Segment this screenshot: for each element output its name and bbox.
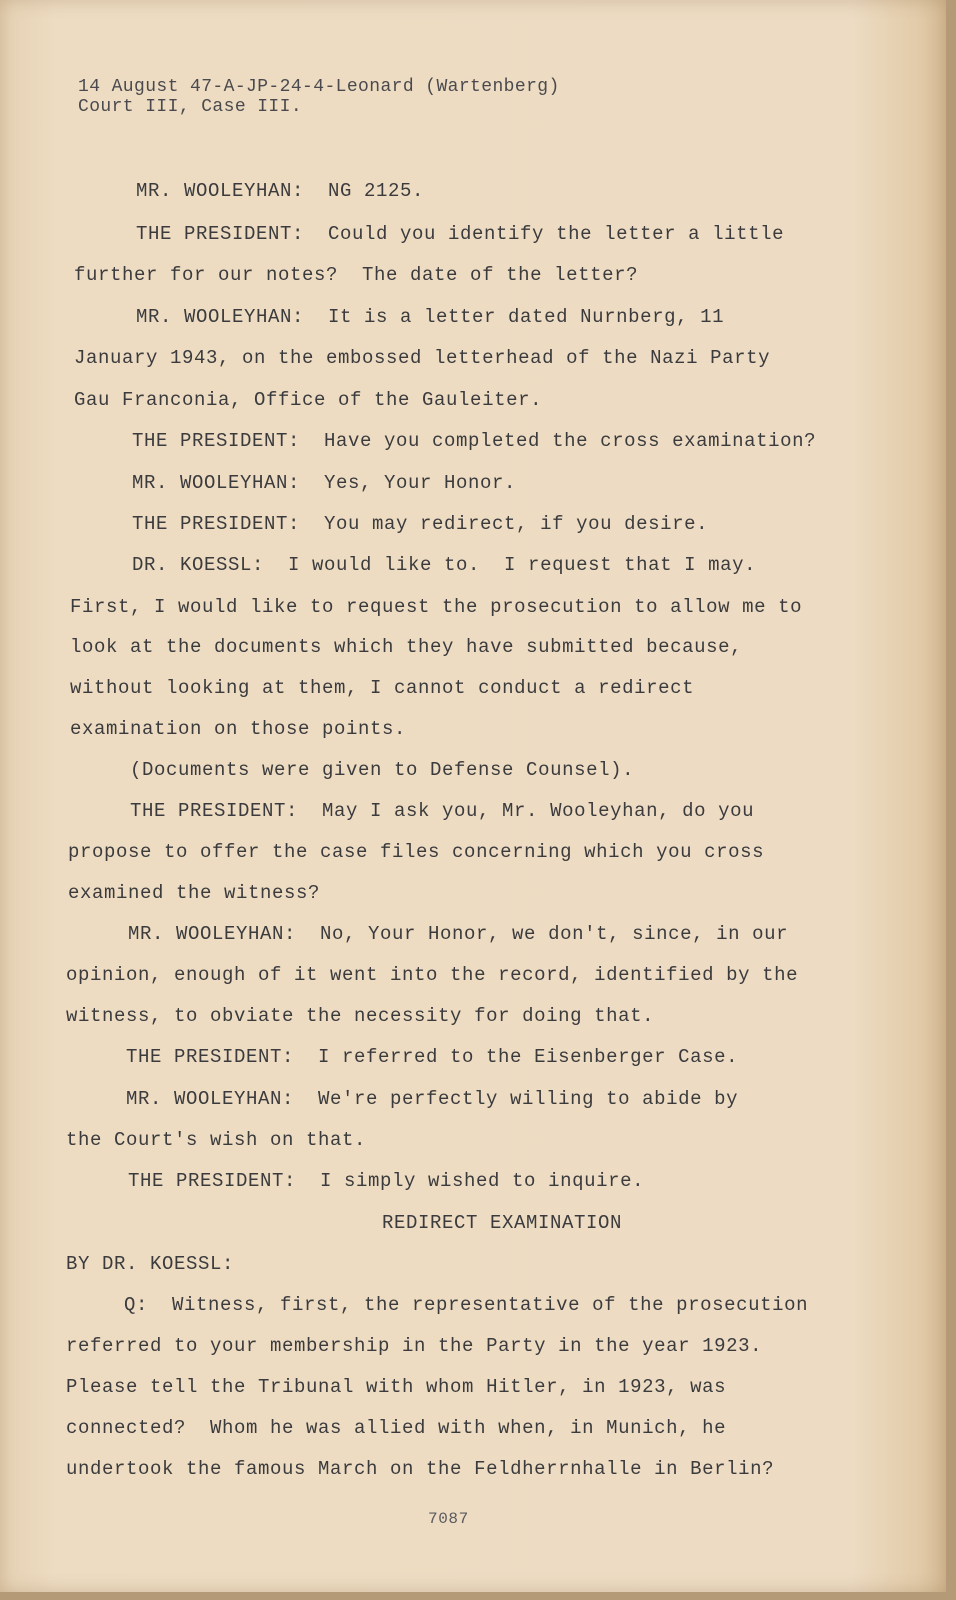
section-heading: REDIRECT EXAMINATION xyxy=(382,1212,623,1234)
text-line: First, I would like to request the prosecution to allow me to xyxy=(70,596,803,618)
text-line: January 1943, on the embossed letterhead of the Nazi Party xyxy=(74,347,771,369)
text-line: THE PRESIDENT: Could you identify the letter a little xyxy=(136,223,785,245)
text-line: undertook the famous March on the Feldherrnhalle in Berlin? xyxy=(66,1458,775,1480)
text-line: the Court's wish on that. xyxy=(66,1129,367,1151)
text-line: examination on those points. xyxy=(70,718,407,740)
text-line: THE PRESIDENT: Have you completed the cross examination? xyxy=(132,430,817,452)
text-line: connected? Whom he was allied with when, in Munich, he xyxy=(66,1417,727,1439)
text-line: Q: Witness, first, the representative of the prosecution xyxy=(124,1294,809,1316)
text-line: Please tell the Tribunal with whom Hitler, in 1923, was xyxy=(66,1376,727,1398)
text-line: examined the witness? xyxy=(68,882,321,904)
header-line-1: 14 August 47-A-JP-24-4-Leonard (Wartenberg) xyxy=(78,77,560,97)
text-line: further for our notes? The date of the letter? xyxy=(74,264,639,286)
text-line: DR. KOESSL: I would like to. I request that I may. xyxy=(132,554,757,576)
text-line: MR. WOOLEYHAN: It is a letter dated Nurnberg, 11 xyxy=(136,306,725,328)
text-line: without looking at them, I cannot conduct a redirect xyxy=(70,677,695,699)
text-line: Gau Franconia, Office of the Gauleiter. xyxy=(74,389,543,411)
page-number: 7087 xyxy=(428,1510,469,1528)
text-line: propose to offer the case files concerning which you cross xyxy=(68,841,765,863)
text-line: THE PRESIDENT: I simply wished to inquire. xyxy=(128,1170,645,1192)
text-line: opinion, enough of it went into the record, identified by the xyxy=(66,964,799,986)
header-line-2: Court III, Case III. xyxy=(78,97,303,117)
text-line: MR. WOOLEYHAN: Yes, Your Honor. xyxy=(132,472,517,494)
text-line: MR. WOOLEYHAN: NG 2125. xyxy=(136,180,425,202)
text-line: THE PRESIDENT: I referred to the Eisenberger Case. xyxy=(126,1046,739,1068)
text-line: MR. WOOLEYHAN: No, Your Honor, we don't, since, in our xyxy=(128,923,789,945)
examiner-line: BY DR. KOESSL: xyxy=(66,1253,235,1275)
text-line: MR. WOOLEYHAN: We're perfectly willing to abide by xyxy=(126,1088,739,1110)
text-line: witness, to obviate the necessity for doing that. xyxy=(66,1005,655,1027)
text-line: THE PRESIDENT: May I ask you, Mr. Wooleyhan, do you xyxy=(130,800,755,822)
text-line: look at the documents which they have submitted because, xyxy=(70,636,743,658)
text-line: referred to your membership in the Party in the year 1923. xyxy=(66,1335,763,1357)
text-line: (Documents were given to Defense Counsel). xyxy=(130,759,635,781)
text-line: THE PRESIDENT: You may redirect, if you desire. xyxy=(132,513,709,535)
